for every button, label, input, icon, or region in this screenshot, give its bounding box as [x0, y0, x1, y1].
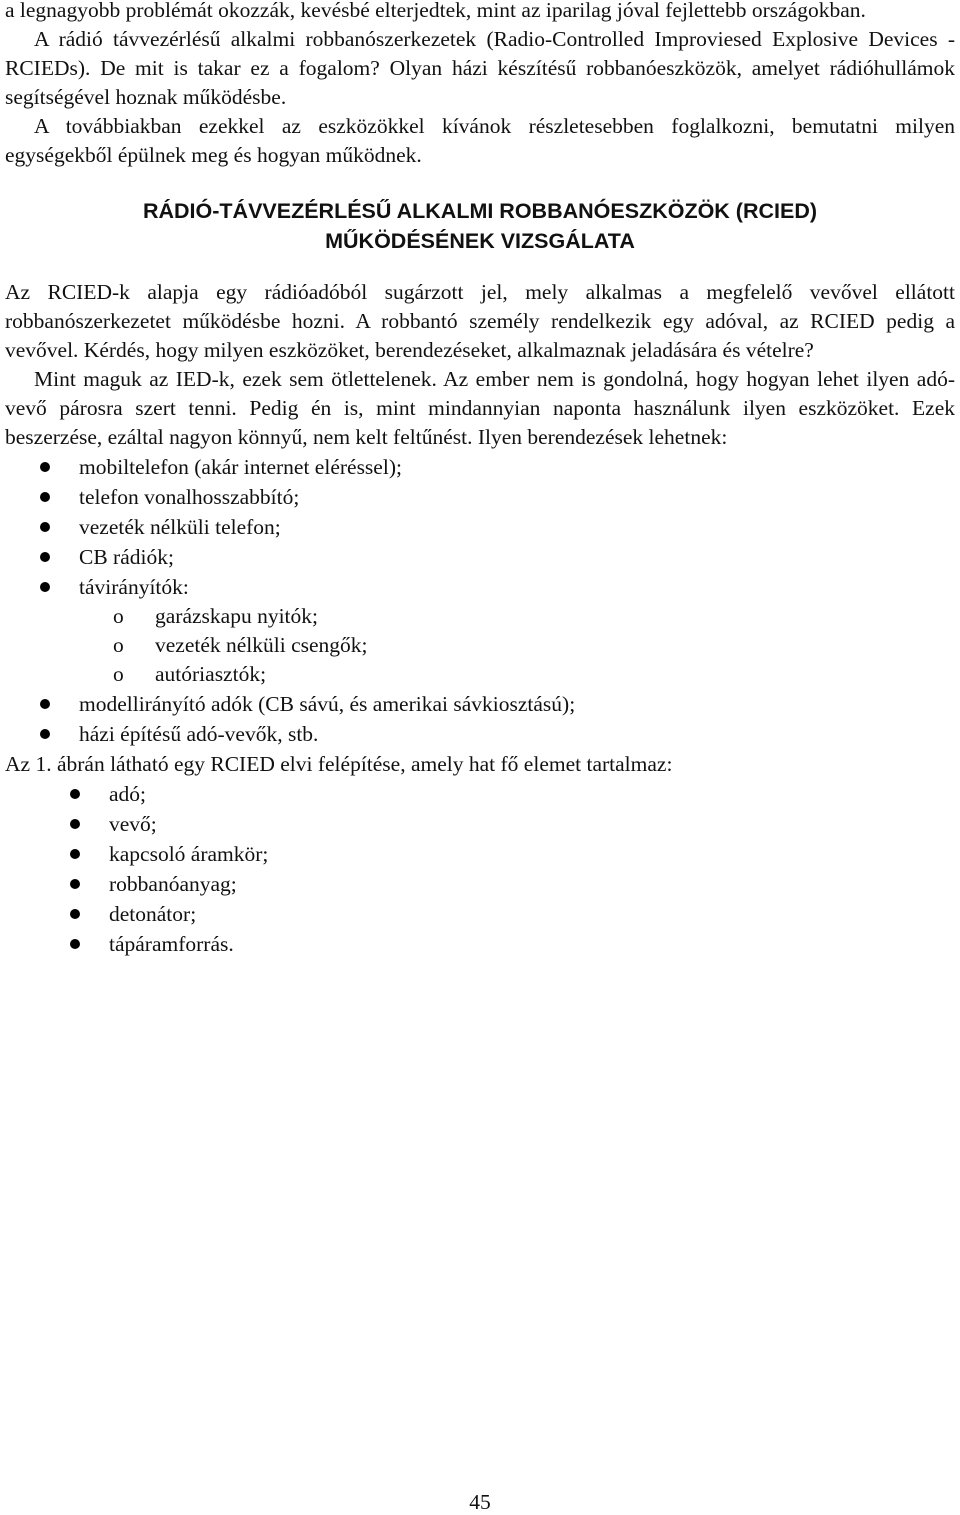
paragraph-intro-tail: a legnagyobb problémát okozzák, kevésbé elterjedtek, mint az iparilag jóval fejlettebb országokban. — [5, 0, 866, 22]
list-item-text: CB rádiók; — [79, 545, 174, 569]
paragraph-rcied-basics: Az RCIED-k alapja egy rádióadóból sugárzott jel, mely alkalmas a megfelelő vevővel ellátott robbanószerkezetet működésbe hozni. A robbantó személy rendelkezik egy adóval, az RCIED pedig a vevővel. Kérdés, hogy milyen eszközöket, berendezéseket, alkalmaznak jeladására és vételre? — [5, 280, 955, 362]
section-heading — [5, 196, 955, 256]
paragraph-rcied-definition: A rádió távvezérlésű alkalmi robbanószerkezetek (Radio-Controlled Improviesed Explosive Devices - RCIEDs). De mit is takar ez a fogalom? Olyan házi készítésű robbanóeszközök, amelyet rádióhullámok segítségével hoznak működésbe. — [5, 27, 955, 109]
devices-list — [5, 452, 955, 749]
list-item-text: modellirányító adók (CB sávú, és amerikai sávkiosztású); — [79, 692, 576, 716]
section-heading-line-1: RÁDIÓ-TÁVVEZÉRLÉSŰ ALKALMI ROBBANÓESZKÖZÖK (RCIED) — [142, 199, 818, 223]
list-item — [5, 899, 955, 929]
list-item-text: robbanóanyag; — [109, 872, 237, 896]
sublist-item — [5, 602, 955, 631]
list-item-text: mobiltelefon (akár internet eléréssel); — [79, 455, 402, 479]
bullet-icon — [40, 729, 50, 739]
list-item — [5, 482, 955, 512]
list-item — [5, 929, 955, 959]
bullet-icon — [40, 582, 50, 592]
bullet-icon — [40, 462, 50, 472]
bullet-icon — [70, 819, 80, 829]
list-item-text: adó; — [109, 782, 147, 806]
section-heading-line-2: MŰKÖDÉSÉNEK VIZSGÁLATA — [325, 229, 635, 253]
list-item-text: távirányítók: — [79, 575, 189, 599]
page-number: 45 — [469, 1490, 491, 1514]
paragraph-scope: A továbbiakban ezekkel az eszközökkel kívánok részletesebben foglalkozni, bemutatni milyen egységekből épülnek meg és hogyan működnek. — [5, 114, 955, 167]
sublist-item-text: garázskapu nyitók; — [155, 604, 318, 628]
bullet-icon — [40, 699, 50, 709]
list-item — [5, 809, 955, 839]
paragraph-devices-intro: Mint maguk az IED-k, ezek sem ötlettelenek. Az ember nem is gondolná, hogy hogyan lehet ilyen adó-vevő párosra szert tenni. Pedig én is, mint mindannyian naponta használunk ilyen eszközöket. Ezek beszerzése, ezáltal nagyon könnyű, nem kelt feltűnést. Ilyen berendezések lehetnek: — [5, 367, 955, 449]
list-item — [5, 512, 955, 542]
bullet-icon — [70, 789, 80, 799]
list-item — [5, 719, 955, 749]
list-item — [5, 779, 955, 809]
sublist-marker: o — [113, 604, 124, 628]
list-item-text: kapcsoló áramkör; — [109, 842, 269, 866]
document-page — [5, 0, 955, 959]
sublist-marker: o — [113, 662, 124, 686]
paragraph-elements-intro: Az 1. ábrán látható egy RCIED elvi felépítése, amely hat fő elemet tartalmaz: — [5, 752, 673, 776]
sublist-item-text: vezeték nélküli csengők; — [155, 633, 368, 657]
list-item — [5, 452, 955, 482]
list-item-text: vezeték nélküli telefon; — [79, 515, 281, 539]
list-item — [5, 689, 955, 719]
bullet-icon — [40, 522, 50, 532]
list-item — [5, 839, 955, 869]
bullet-icon — [70, 939, 80, 949]
list-item — [5, 869, 955, 899]
list-item-text: tápáramforrás. — [109, 932, 234, 956]
elements-list — [5, 779, 955, 959]
remote-controls-sublist — [79, 602, 955, 689]
sublist-marker: o — [113, 633, 124, 657]
list-item-text: detonátor; — [109, 902, 197, 926]
sublist-item — [5, 660, 955, 689]
list-item — [5, 572, 955, 689]
sublist-item-text: autóriasztók; — [155, 662, 267, 686]
list-item-text: telefon vonalhosszabbító; — [79, 485, 300, 509]
list-item-text: házi építésű adó-vevők, stb. — [79, 722, 319, 746]
sublist-item — [5, 631, 955, 660]
list-item — [5, 542, 955, 572]
bullet-icon — [40, 552, 50, 562]
list-item-text: vevő; — [109, 812, 157, 836]
bullet-icon — [70, 879, 80, 889]
bullet-icon — [70, 909, 80, 919]
bullet-icon — [70, 849, 80, 859]
bullet-icon — [40, 492, 50, 502]
